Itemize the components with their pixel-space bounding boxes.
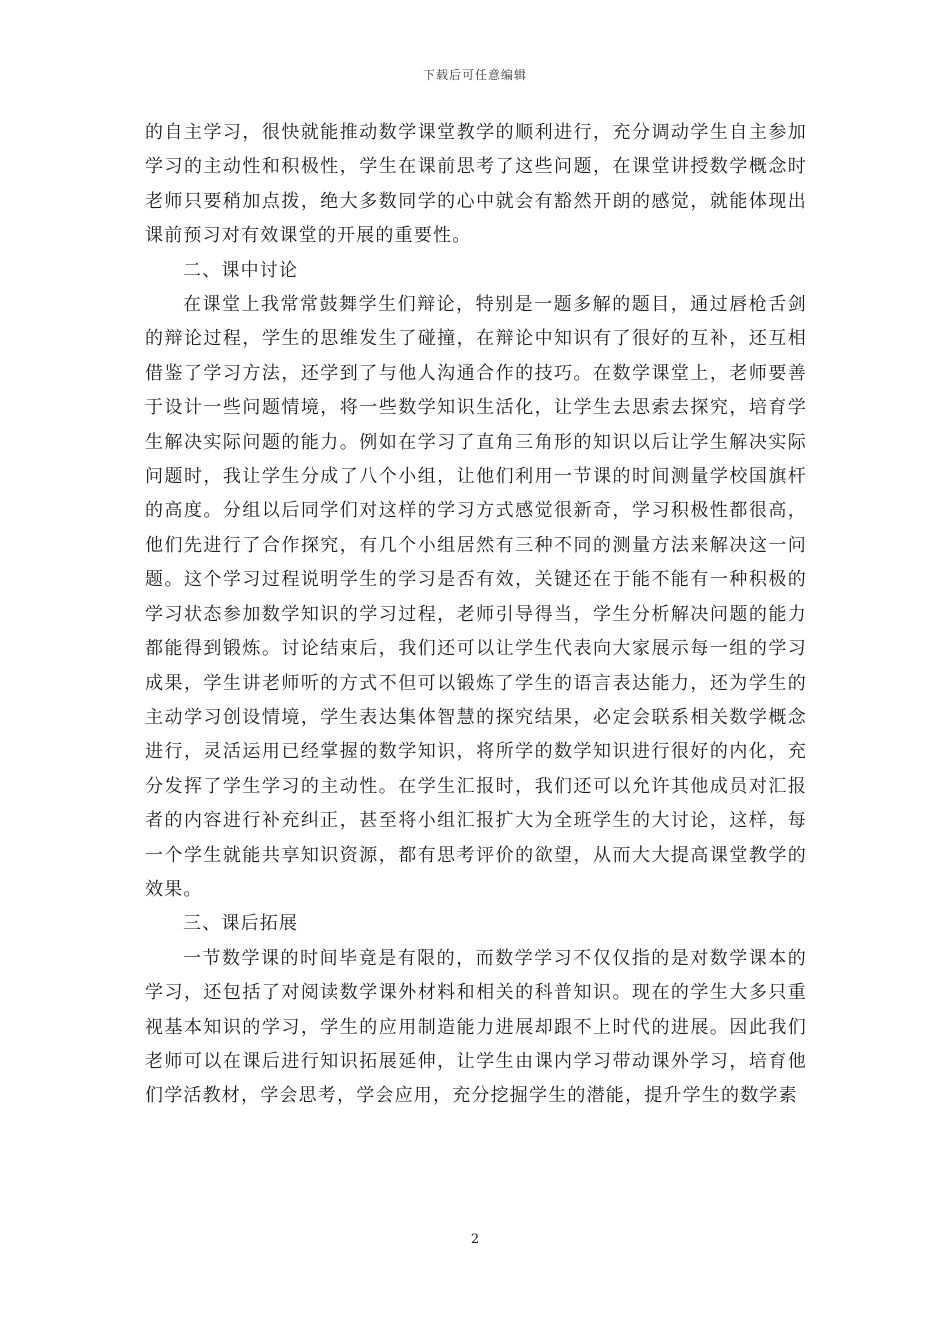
paragraph-discussion: 在课堂上我常常鼓舞学生们辩论，特别是一题多解的题目，通过唇枪舌剑的辩论过程，学生的思维发生了碰撞，在辩论中知识有了很好的互补，还互相借鉴了学习方法，还学到了与他人沟通合作的技巧。在数学课堂上，老师要善于设计一些问题情境，将一些数学知识生活化，让学生去思索去探究，培育学生解决实际问题的能力。例如在学习了直角三角形的知识以后让学生解决实际问题时，我让学生分成了八个小组，让他们利用一节课的时间测量学校国旗杆的高度。分组以后同学们对这样的学习方式感觉很新奇，学习积极性都很高，他们先进行了合作探究，有几个小组居然有三种不同的测量方法来解决这一问题。这个学习过程说明学生的学习是否有效，关键还在于能不能有一种积极的学习状态参加数学知识的学习过程，老师引导得当，学生分析解决问题的能力都能得到锻炼。讨论结束后，我们还可以让学生代表向大家展示每一组的学习成果，学生讲老师听的方式不但可以锻炼了学生的语言表达能力，还为学生的主动学习创设情境，学生表达集体智慧的探究结果，必定会联系相关数学概念进行，灵活运用已经掌握的数学知识，将所学的数学知识进行很好的内化，充分发挥了学生学习的主动性。在学生汇报时，我们还可以允许其他成员对汇报者的内容进行补充纠正，甚至将小组汇报扩大为全班学生的大讨论，这样，每一个学生就能共享知识资源，都有思考评价的欲望，从而大大提高课堂教学的效果。 — [145, 294, 807, 900]
section-heading-discussion: 二、课中讨论 — [183, 259, 299, 281]
page-header: 下载后可任意编辑 — [422, 68, 527, 82]
document-body — [145, 116, 807, 1114]
paragraph-continuation: 的自主学习，很快就能推动数学课堂教学的顺利进行，充分调动学生自主参加学习的主动性和积极性，学生在课前思考了这些问题，在课堂讲授数学概念时老师只要稍加点拨，绝大多数同学的心中就会有豁然开朗的感觉，就能体现出课前预习对有效课堂的开展的重要性。 — [145, 122, 807, 247]
page-number: 2 — [470, 1232, 480, 1247]
section-heading-extension: 三、课后拓展 — [183, 913, 299, 935]
paragraph-extension: 一节数学课的时间毕竟是有限的，而数学学习不仅仅指的是对数学课本的学习，还包括了对阅读数学课外材料和相关的科普知识。现在的学生大多只重视基本知识的学习，学生的应用制造能力进展却跟不上时代的进展。因此我们老师可以在课后进行知识拓展延伸，让学生由课内学习带动课外学习，培育他们学活教材，学会思考，学会应用，充分挖掘学生的潜能，提升学生的数学素 — [145, 947, 807, 1107]
